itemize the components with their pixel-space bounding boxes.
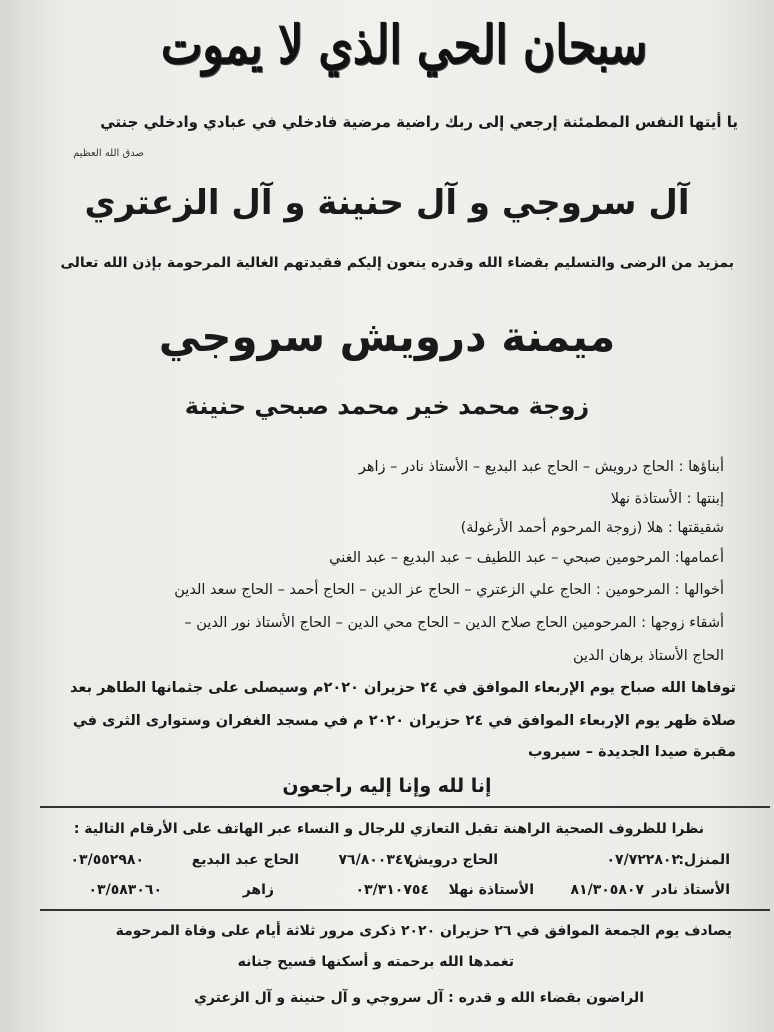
phone-nahla-label: الأستاذة نهلا — [448, 882, 534, 898]
relatives-line-sons: أبناؤها : الحاج درويش – الحاج عبد البديع – الأستاذ نادر – زاهر — [358, 459, 724, 475]
closing-line-1: يصادف يوم الجمعة الموافق في ٢٦ حزيران ٢٠٢٠ ذكرى مرور ثلاثة أيام على وفاة المرحومة — [115, 923, 732, 939]
death-details-line-2: صلاة ظهر يوم الإربعاء الموافق في ٢٤ حزيران ٢٠٢٠ م في مسجد الغفران وستوارى الثرى في — [72, 713, 736, 729]
relatives-line-sister: شقيقتها : هلا (زوجة المرحوم أحمد الأرغولة) — [460, 520, 724, 536]
quran-verse: يا أيتها النفس المطمئنة إرجعي إلى ربك راضية مرضية فادخلي في عبادي وادخلي جنتي — [100, 113, 738, 131]
calligraphy-header — [160, 4, 648, 86]
closing-line-2: تغمدها الله برحمته و أسكنها فسيح جنانه — [237, 954, 514, 970]
divider-top — [40, 806, 770, 808]
relatives-line-husband-brothers-cont: الحاج الأستاذ برهان الدين — [573, 648, 724, 664]
death-details-line-1: توفاها الله صباح يوم الإربعاء الموافق في ٢٤ حزيران ٢٠٢٠م وسيصلى على جثمانها الطاهر بعد — [70, 680, 736, 696]
phone-home-number: ٠٧/٧٢٢٨٠٢ — [606, 852, 680, 868]
death-details-line-3: مقبرة صيدا الجديدة – سيروب — [527, 744, 736, 760]
phone-darwish-label: الحاج درويش — [408, 852, 498, 868]
phone-zaher-label: زاهر — [242, 882, 274, 898]
verse-attribution: صدق الله العظيم — [73, 148, 144, 159]
announcement-line: بمزيد من الرضى والتسليم بقضاء الله وقدره ينعون إليكم فقيدتهم الغالية المرحومة بإذن الله تعالى — [60, 255, 734, 271]
calligraphy-text: سبحان الحي الذي لا يموت — [160, 14, 648, 76]
families-title: آل سروجي و آل حنينة و آل الزعتري — [84, 183, 690, 223]
phone-abdulbadie-label: الحاج عبد البديع — [191, 852, 299, 868]
relatives-line-uncles: أعمامها: المرحومين صبحي – عبد اللطيف – عبد البديع – عبد الغني — [329, 550, 724, 566]
closing-line-3: الراضون بقضاء الله و قدره : آل سروجي و آل حنينة و آل الزعتري — [194, 990, 644, 1006]
phone-home-label: المنزل: — [678, 852, 730, 868]
phone-darwish-number: ٧٦/٨٠٠٣٤٧ — [338, 852, 412, 868]
relatives-line-maternal-uncles: أخوالها : المرحومين : الحاج علي الزعتري – الحاج عز الدين – الحاج أحمد – الحاج سعد الدين — [174, 582, 724, 598]
inna-lillah-line: إنا لله وإنا إليه راجعون — [282, 775, 492, 797]
phone-nahla-number: ٠٣/٣١٠٧٥٤ — [355, 882, 429, 898]
phone-nader-label: الأستاذ نادر — [652, 882, 730, 898]
deceased-name: ميمنة درويش سروجي — [158, 312, 616, 361]
relatives-line-daughter: إبنتها : الأستاذة نهلا — [610, 491, 724, 507]
phone-abdulbadie-number: ٠٣/٥٥٢٩٨٠ — [70, 852, 144, 868]
condolence-note: نظرا للظروف الصحية الراهنة تقبل التعازي للرجال و النساء عبر الهاتف على الأرقام التالية : — [73, 821, 704, 837]
relatives-line-husband-brothers: أشقاء زوجها : المرحومين الحاج صلاح الدين – الحاج محي الدين – الحاج الأستاذ نور الدين – — [184, 615, 724, 631]
spouse-line: زوجة محمد خير محمد صبحي حنينة — [184, 392, 590, 420]
divider-bottom — [40, 909, 770, 911]
phone-zaher-number: ٠٣/٥٨٣٠٦٠ — [88, 882, 162, 898]
phone-nader-number: ٨١/٣٠٥٨٠٧ — [570, 882, 644, 898]
